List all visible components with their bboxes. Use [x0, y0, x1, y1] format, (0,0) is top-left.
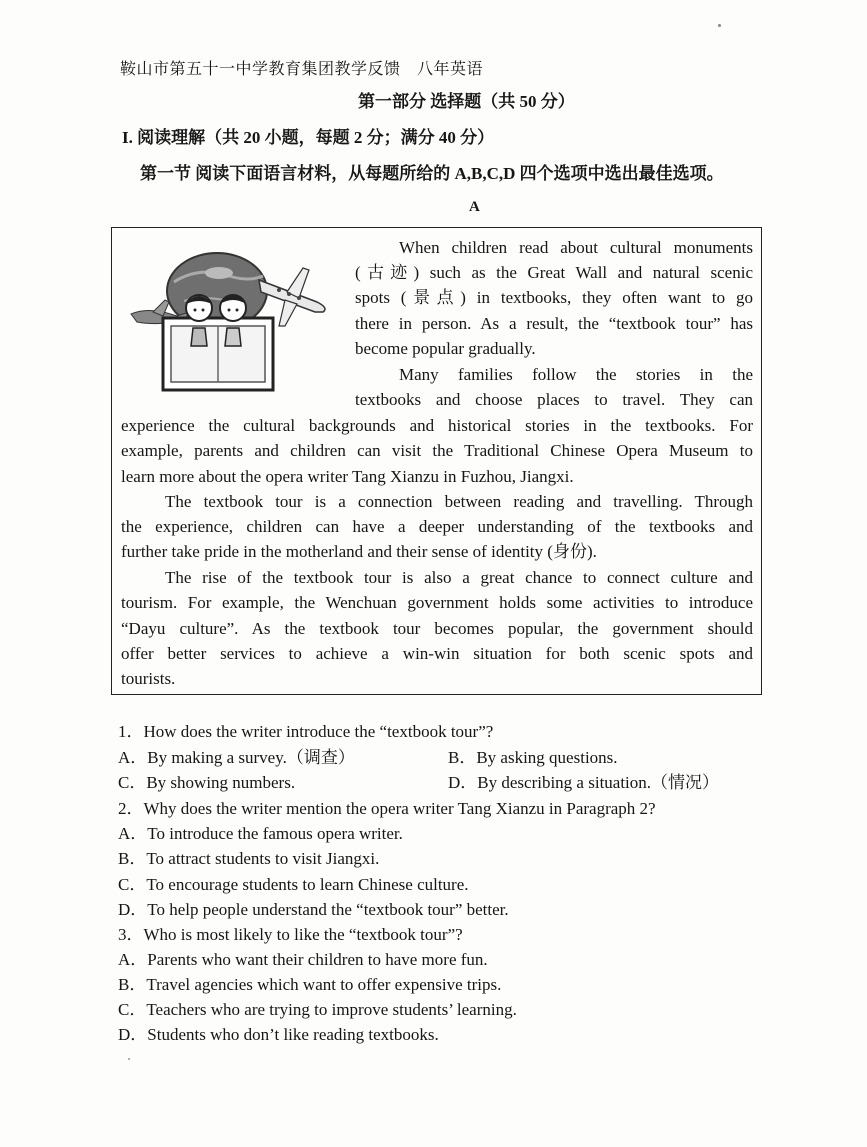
question-2-option-a[interactable]: A．To introduce the famous opera writer. [118, 824, 403, 843]
question-3-option-c[interactable]: C．Teachers who are trying to improve students’ learning. [118, 1000, 517, 1019]
scan-speck [128, 1058, 130, 1060]
passage-line: example, parents and children can visit the Traditional Chinese Opera Museum to [121, 441, 753, 460]
passage-line: The textbook tour is a connection between reading and travelling. Through [165, 492, 753, 511]
scan-speck [718, 24, 721, 27]
question-3-option-a[interactable]: A．Parents who want their children to have more fun. [118, 950, 488, 969]
passage-line: further take pride in the motherland and their sense of identity (身份). [121, 542, 597, 561]
passage-line: The rise of the textbook tour is also a great chance to connect culture and [165, 568, 753, 587]
section-instructions: 第一节 阅读下面语言材料，从每题所给的 A,B,C,D 四个选项中选出最佳选项。 [140, 164, 724, 183]
question-3-option-d[interactable]: D．Students who don’t like reading textbooks. [118, 1025, 439, 1044]
passage-letter: A [469, 199, 480, 215]
passage-line: offer better services to achieve a win-win situation for both scenic spots and [121, 644, 753, 663]
part-title: 第一部分 选择题（共 50 分） [358, 92, 575, 111]
question-2-option-d[interactable]: D．To help people understand the “textbook tour” better. [118, 900, 509, 919]
passage-line: become popular gradually. [355, 339, 536, 358]
passage-line: “Dayu culture”. As the textbook tour becomes popular, the government should [121, 619, 753, 638]
question-3-option-b[interactable]: B．Travel agencies which want to offer expensive trips. [118, 975, 502, 994]
question-2-stem: 2．Why does the writer mention the opera writer Tang Xianzu in Paragraph 2? [118, 799, 656, 818]
question-1-option-d[interactable]: D．By describing a situation.（情况） [448, 773, 720, 792]
section-title: I. 阅读理解（共 20 小题，每题 2 分；满分 40 分） [122, 128, 495, 147]
passage-line: textbooks and choose places to travel. They can [355, 390, 753, 409]
question-1-stem: 1．How does the writer introduce the “textbook tour”? [118, 722, 494, 741]
question-3-stem: 3．Who is most likely to like the “textbook tour”? [118, 925, 463, 944]
kids-on-book-illustration-icon [129, 246, 334, 394]
question-2-option-c[interactable]: C．To encourage students to learn Chinese culture. [118, 875, 469, 894]
question-2-option-b[interactable]: B．To attract students to visit Jiangxi. [118, 849, 380, 868]
passage-line: (古迹) such as the Great Wall and natural scenic [355, 263, 753, 282]
passage-line: When children read about cultural monuments [399, 238, 753, 257]
passage-line: tourism. For example, the Wenchuan government holds some activities to introduce [121, 593, 753, 612]
question-1-option-a[interactable]: A．By making a survey.（调查） [118, 748, 355, 767]
passage-line: learn more about the opera writer Tang Xianzu in Fuzhou, Jiangxi. [121, 467, 574, 486]
exam-header: 鞍山市第五十一中学教育集团教学反馈 八年英语 [120, 61, 484, 78]
question-1-option-c[interactable]: C．By showing numbers. [118, 773, 296, 792]
question-1-option-b[interactable]: B．By asking questions. [448, 748, 618, 767]
passage-line: Many families follow the stories in the [399, 365, 753, 384]
passage-line: experience the cultural backgrounds and historical stories in the textbooks. For [121, 416, 753, 435]
passage-line: there in person. As a result, the “textbook tour” has [355, 314, 753, 333]
passage-line: spots (景点) in textbooks, they often want to go [355, 288, 753, 307]
passage-line: tourists. [121, 669, 176, 688]
passage-line: the experience, children can have a deeper understanding of the textbooks and [121, 517, 753, 536]
